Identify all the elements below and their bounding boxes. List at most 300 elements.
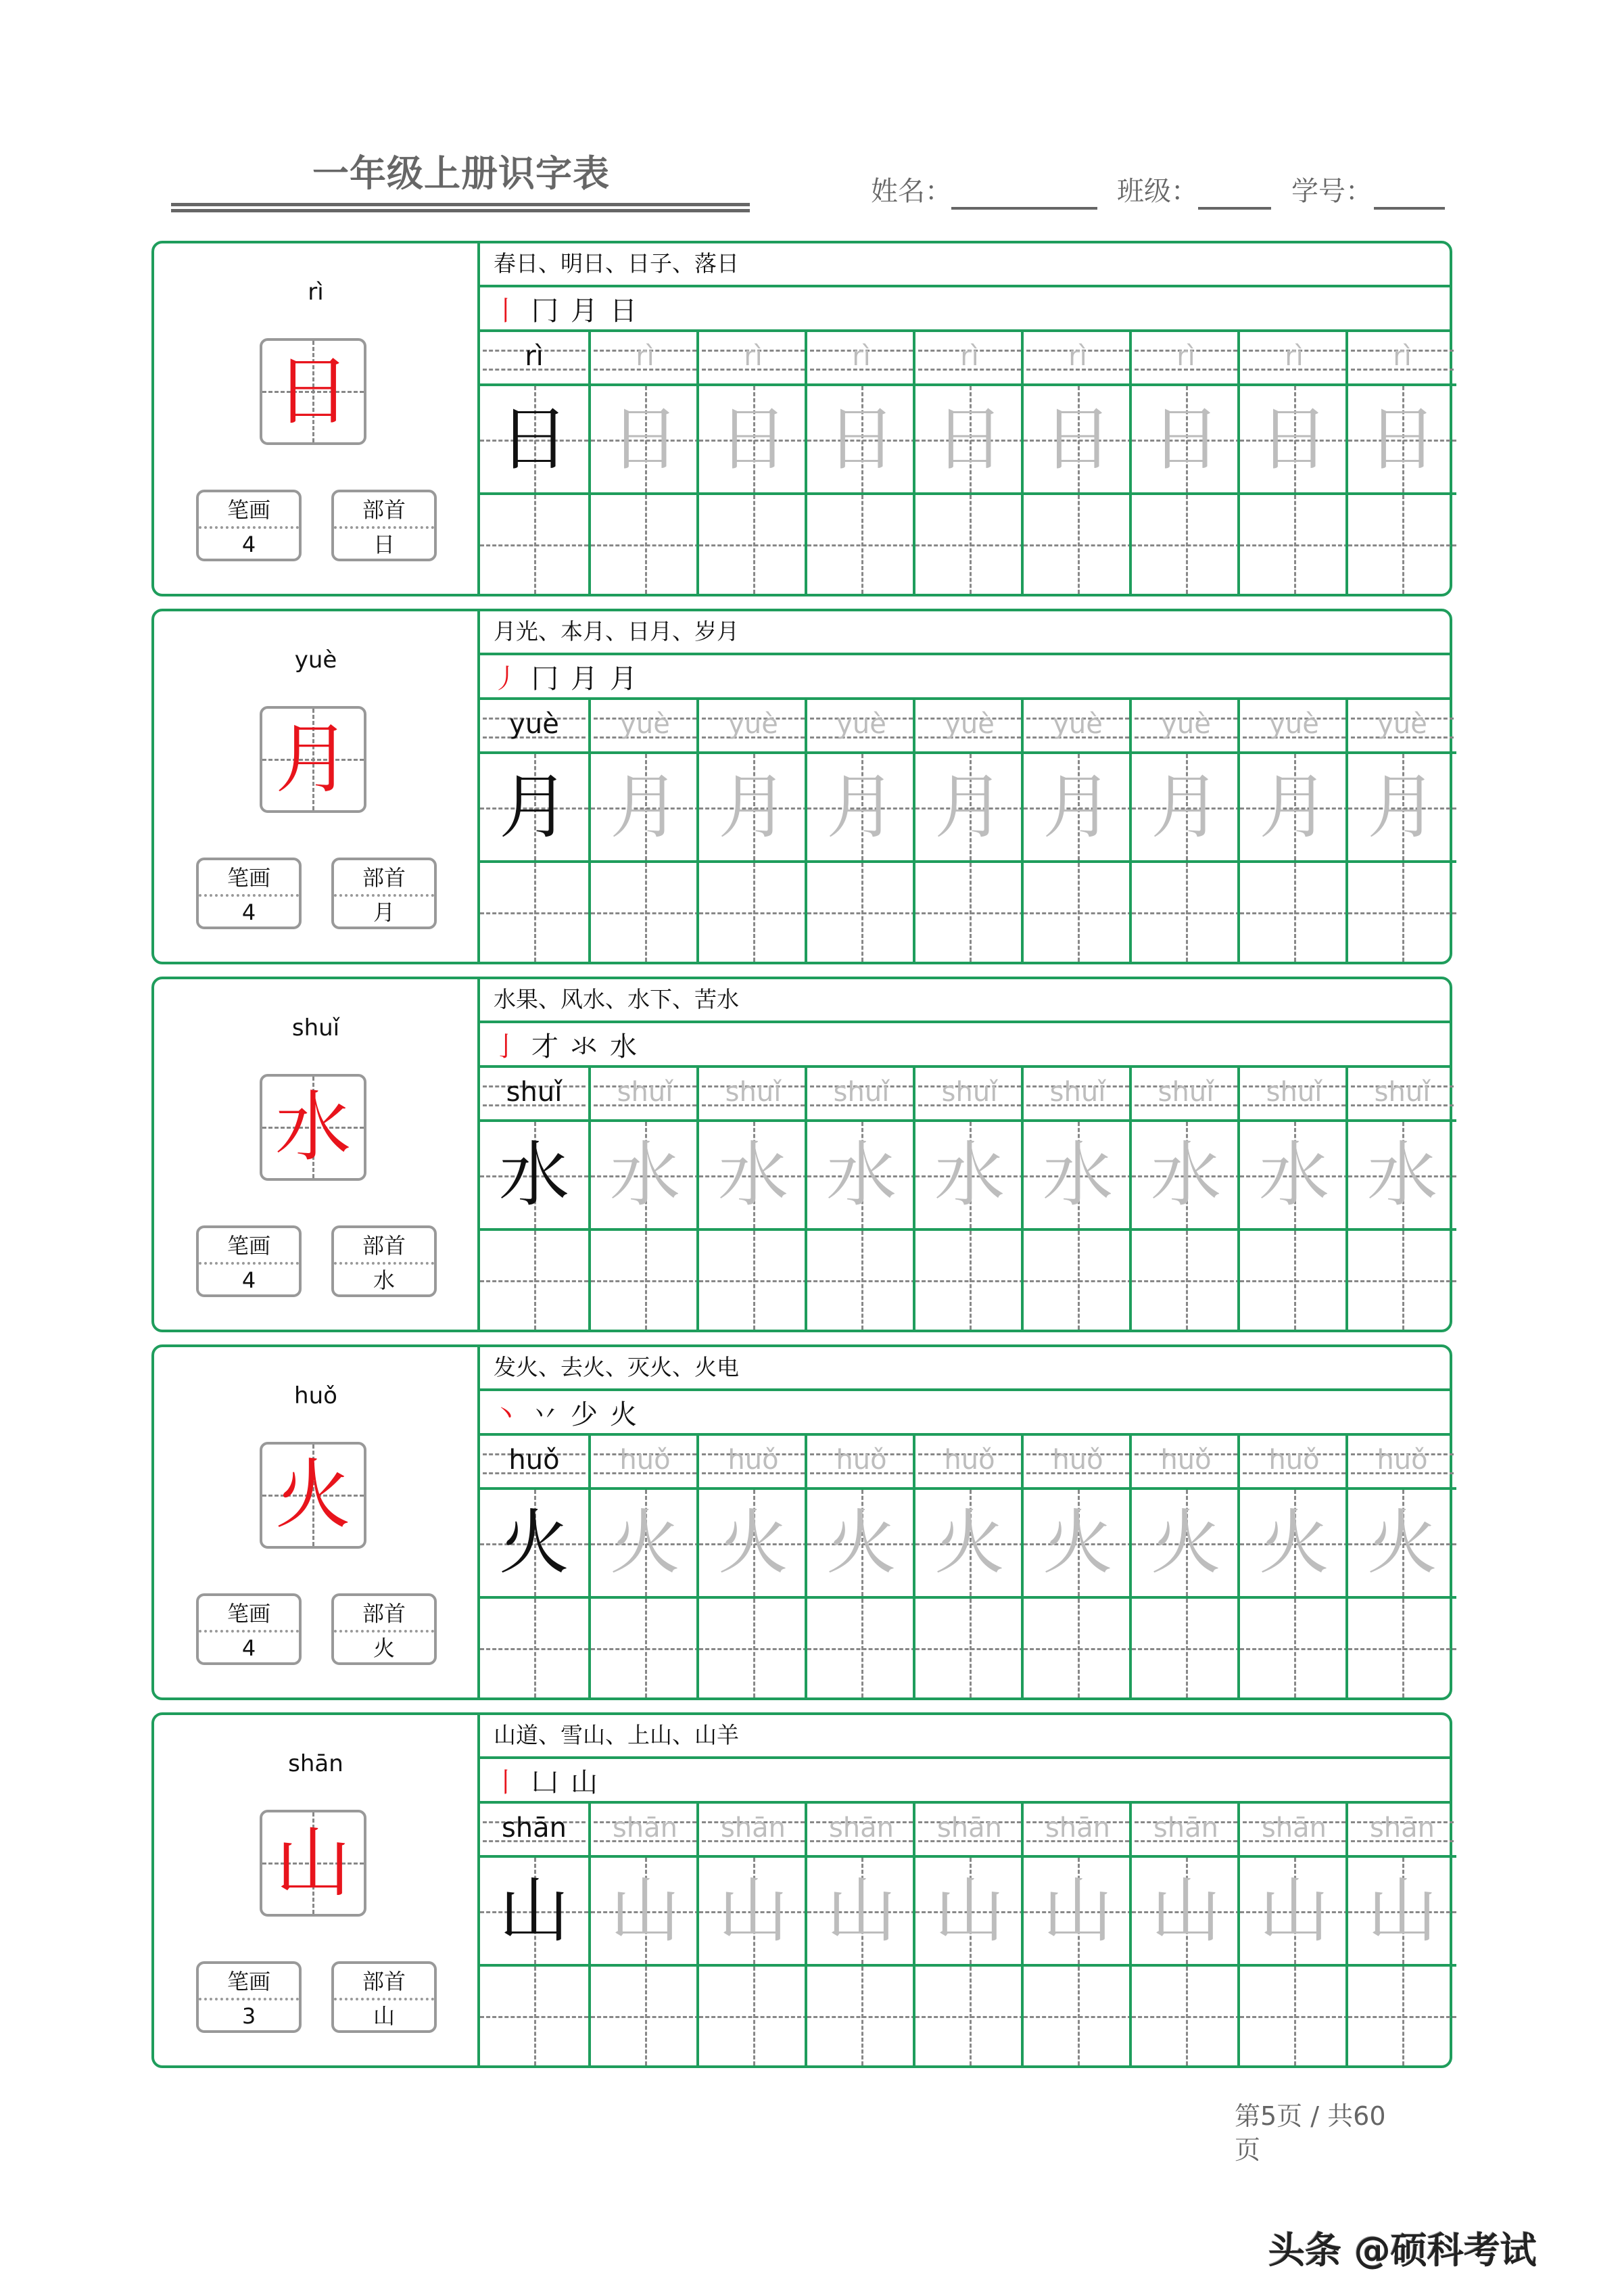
class-field[interactable] bbox=[1198, 207, 1271, 210]
blank-practice-cell[interactable] bbox=[1132, 863, 1240, 962]
character-sample: 日 bbox=[498, 398, 569, 480]
pinyin-cell[interactable] bbox=[591, 332, 699, 386]
phrase-list: 山道、雪山、上山、山羊 bbox=[480, 1715, 1450, 1759]
character-cell[interactable] bbox=[591, 386, 699, 495]
name-field[interactable] bbox=[951, 207, 1097, 210]
guide-line-horizontal bbox=[1240, 2016, 1348, 2018]
character-sample: 月 bbox=[498, 766, 569, 848]
pinyin-cell[interactable] bbox=[1024, 1436, 1132, 1490]
character-cell[interactable] bbox=[591, 1122, 699, 1231]
blank-practice-cell[interactable] bbox=[1132, 495, 1240, 594]
page-number: 第5页 / 共60页 bbox=[1235, 2101, 1386, 2165]
pinyin-trace: shuǐ bbox=[833, 1077, 890, 1108]
writing-grid bbox=[480, 1804, 1450, 2065]
pinyin-trace: yuè bbox=[1161, 709, 1211, 740]
character-pinyin: shān bbox=[288, 1750, 343, 1777]
stroke-count-label: 笔画 bbox=[199, 860, 299, 897]
pinyin-cell[interactable] bbox=[591, 1068, 699, 1122]
character-cell[interactable] bbox=[480, 386, 588, 495]
guide-line-horizontal bbox=[807, 1648, 915, 1650]
character-trace: 日 bbox=[1042, 398, 1113, 480]
practice-panel bbox=[480, 243, 1450, 594]
character-cell[interactable] bbox=[1024, 1122, 1132, 1231]
grid-column bbox=[480, 1436, 588, 1697]
stroke-order-row bbox=[480, 287, 1450, 332]
pinyin-cell[interactable] bbox=[480, 1804, 588, 1858]
pinyin-cell[interactable] bbox=[915, 1068, 1024, 1122]
pinyin-cell[interactable] bbox=[699, 1068, 807, 1122]
guide-line-horizontal bbox=[1132, 544, 1240, 546]
guide-line-horizontal bbox=[699, 2016, 807, 2018]
character-cell[interactable] bbox=[480, 754, 588, 863]
character-display-box bbox=[260, 338, 366, 445]
character-card-0 bbox=[151, 241, 1452, 596]
stroke-count-box bbox=[196, 858, 302, 929]
character-trace: 火 bbox=[934, 1501, 1005, 1584]
pinyin-sample: rì bbox=[525, 341, 544, 372]
guide-line-horizontal bbox=[1132, 1648, 1240, 1650]
character-trace: 山 bbox=[826, 1869, 897, 1952]
pinyin-cell[interactable] bbox=[1348, 1068, 1456, 1122]
character-glyph: 火 bbox=[275, 1451, 351, 1539]
character-trace: 山 bbox=[1366, 1869, 1437, 1952]
pinyin-cell[interactable] bbox=[1132, 1804, 1240, 1858]
blank-practice-cell[interactable] bbox=[480, 1599, 588, 1697]
pinyin-trace: shān bbox=[828, 1812, 895, 1844]
grid-column bbox=[588, 1804, 699, 2065]
writing-grid bbox=[480, 1068, 1450, 1330]
blank-practice-cell[interactable] bbox=[699, 863, 807, 962]
grid-column bbox=[696, 1804, 807, 2065]
guide-line-horizontal bbox=[699, 1280, 807, 1282]
pinyin-cell[interactable] bbox=[1240, 1804, 1348, 1858]
guide-line-horizontal bbox=[1240, 544, 1348, 546]
character-cell[interactable] bbox=[1240, 386, 1348, 495]
stroke-count-value: 4 bbox=[241, 1635, 256, 1661]
character-display-box bbox=[260, 1810, 366, 1917]
character-sample: 水 bbox=[498, 1133, 569, 1216]
radical-label: 部首 bbox=[334, 1964, 434, 2000]
stroke-step: 冂 bbox=[531, 663, 558, 695]
pinyin-trace: shuǐ bbox=[941, 1077, 998, 1108]
grid-column bbox=[1021, 700, 1132, 962]
pinyin-cell[interactable] bbox=[1132, 700, 1240, 754]
pinyin-cell[interactable] bbox=[807, 1068, 915, 1122]
grid-column bbox=[696, 1068, 807, 1330]
grid-column bbox=[480, 1068, 588, 1330]
pinyin-trace: huǒ bbox=[619, 1445, 671, 1476]
practice-panel bbox=[480, 1347, 1450, 1697]
character-pinyin: shuǐ bbox=[291, 1014, 340, 1041]
guide-line-horizontal bbox=[699, 544, 807, 546]
character-trace: 山 bbox=[1258, 1869, 1329, 1952]
blank-practice-cell[interactable] bbox=[1348, 495, 1456, 594]
guide-line-horizontal bbox=[699, 912, 807, 914]
grid-column bbox=[1129, 700, 1240, 962]
character-info-panel bbox=[154, 611, 480, 962]
character-cell[interactable] bbox=[807, 386, 915, 495]
guide-line-horizontal bbox=[1348, 1280, 1456, 1282]
radical-box bbox=[331, 1961, 437, 2033]
character-cell[interactable] bbox=[591, 1490, 699, 1599]
pinyin-sample: shuǐ bbox=[506, 1077, 563, 1108]
blank-practice-cell[interactable] bbox=[1240, 495, 1348, 594]
guide-line-horizontal bbox=[807, 544, 915, 546]
character-cell[interactable] bbox=[1348, 386, 1456, 495]
blank-practice-cell[interactable] bbox=[480, 1967, 588, 2065]
character-trace: 火 bbox=[609, 1501, 680, 1584]
blank-practice-cell[interactable] bbox=[699, 495, 807, 594]
pinyin-cell[interactable] bbox=[1348, 332, 1456, 386]
character-cell[interactable] bbox=[915, 754, 1024, 863]
grid-column bbox=[1021, 1068, 1132, 1330]
blank-practice-cell[interactable] bbox=[1132, 1967, 1240, 2065]
grid-column bbox=[1021, 332, 1132, 594]
blank-practice-cell[interactable] bbox=[1240, 1231, 1348, 1330]
blank-practice-cell[interactable] bbox=[591, 863, 699, 962]
pinyin-trace: rì bbox=[852, 341, 871, 372]
pinyin-cell[interactable] bbox=[1132, 332, 1240, 386]
blank-practice-cell[interactable] bbox=[699, 1599, 807, 1697]
grid-column bbox=[696, 332, 807, 594]
guide-line-horizontal bbox=[915, 2016, 1024, 2018]
character-cell[interactable] bbox=[915, 1122, 1024, 1231]
pinyin-cell[interactable] bbox=[699, 1804, 807, 1858]
guide-line-horizontal bbox=[1132, 2016, 1240, 2018]
character-trace: 月 bbox=[717, 766, 788, 848]
blank-practice-cell[interactable] bbox=[699, 1967, 807, 2065]
pinyin-trace: shān bbox=[612, 1812, 678, 1844]
character-cell[interactable] bbox=[699, 1490, 807, 1599]
pinyin-cell[interactable] bbox=[699, 332, 807, 386]
character-cell[interactable] bbox=[807, 1490, 915, 1599]
radical-box bbox=[331, 1225, 437, 1297]
grid-column bbox=[1237, 1068, 1348, 1330]
blank-practice-cell[interactable] bbox=[1024, 495, 1132, 594]
stroke-step: 丿 bbox=[492, 663, 519, 695]
blank-practice-cell[interactable] bbox=[699, 1231, 807, 1330]
pinyin-sample: yuè bbox=[509, 709, 559, 740]
stroke-count-value: 4 bbox=[241, 532, 256, 557]
pinyin-trace: huǒ bbox=[1052, 1445, 1103, 1476]
character-cell[interactable] bbox=[807, 1122, 915, 1231]
character-cell[interactable] bbox=[1024, 386, 1132, 495]
pinyin-trace: shuǐ bbox=[1158, 1077, 1214, 1108]
blank-practice-cell[interactable] bbox=[1240, 1599, 1348, 1697]
grid-column bbox=[1237, 332, 1348, 594]
blank-practice-cell[interactable] bbox=[1132, 1599, 1240, 1697]
character-card-1 bbox=[151, 609, 1452, 964]
character-sample: 火 bbox=[498, 1501, 569, 1584]
pinyin-cell[interactable] bbox=[480, 332, 588, 386]
pinyin-trace: yuè bbox=[620, 709, 670, 740]
character-cell[interactable] bbox=[915, 1490, 1024, 1599]
blank-practice-cell[interactable] bbox=[1024, 863, 1132, 962]
blank-practice-cell[interactable] bbox=[1348, 863, 1456, 962]
character-cell[interactable] bbox=[915, 386, 1024, 495]
stroke-count-value: 3 bbox=[241, 2003, 256, 2029]
character-cell[interactable] bbox=[1024, 754, 1132, 863]
student-id-field[interactable] bbox=[1374, 207, 1445, 210]
grid-column bbox=[588, 700, 699, 962]
pinyin-cell[interactable] bbox=[915, 332, 1024, 386]
pinyin-cell[interactable] bbox=[807, 1804, 915, 1858]
character-trace: 火 bbox=[1258, 1501, 1329, 1584]
pinyin-cell[interactable] bbox=[1024, 332, 1132, 386]
stroke-step: 月 bbox=[571, 663, 598, 695]
character-cell[interactable] bbox=[1132, 1858, 1240, 1967]
blank-practice-cell[interactable] bbox=[915, 1967, 1024, 2065]
pinyin-cell[interactable] bbox=[591, 1436, 699, 1490]
character-trace: 月 bbox=[1150, 766, 1221, 848]
grid-column bbox=[1345, 1068, 1456, 1330]
blank-practice-cell[interactable] bbox=[1132, 1231, 1240, 1330]
pinyin-cell[interactable] bbox=[1240, 700, 1348, 754]
character-cell[interactable] bbox=[591, 754, 699, 863]
character-cell[interactable] bbox=[480, 1858, 588, 1967]
pinyin-cell[interactable] bbox=[807, 332, 915, 386]
grid-column bbox=[588, 1436, 699, 1697]
pinyin-cell[interactable] bbox=[1240, 332, 1348, 386]
character-cell[interactable] bbox=[807, 1858, 915, 1967]
character-cell[interactable] bbox=[1348, 1490, 1456, 1599]
character-trace: 月 bbox=[1366, 766, 1437, 848]
blank-practice-cell[interactable] bbox=[591, 1967, 699, 2065]
blank-practice-cell[interactable] bbox=[1240, 1967, 1348, 2065]
radical-value: 水 bbox=[373, 1267, 395, 1293]
pinyin-cell[interactable] bbox=[480, 700, 588, 754]
character-cell[interactable] bbox=[1348, 1858, 1456, 1967]
grid-column bbox=[1129, 332, 1240, 594]
grid-column bbox=[1129, 1804, 1240, 2065]
pinyin-cell[interactable] bbox=[1132, 1436, 1240, 1490]
character-trace: 日 bbox=[1150, 398, 1221, 480]
page-title: 一年级上册识字表 bbox=[312, 152, 610, 195]
pinyin-cell[interactable] bbox=[699, 700, 807, 754]
pinyin-cell[interactable] bbox=[699, 1436, 807, 1490]
pinyin-cell[interactable] bbox=[1024, 700, 1132, 754]
character-display-box bbox=[260, 706, 366, 813]
character-pinyin: yuè bbox=[294, 647, 337, 674]
grid-column bbox=[588, 1068, 699, 1330]
character-pinyin: rì bbox=[308, 279, 324, 306]
pinyin-trace: rì bbox=[636, 341, 654, 372]
blank-practice-cell[interactable] bbox=[480, 1231, 588, 1330]
character-cell[interactable] bbox=[1132, 754, 1240, 863]
blank-practice-cell[interactable] bbox=[591, 1231, 699, 1330]
character-trace: 月 bbox=[1042, 766, 1113, 848]
character-trace: 水 bbox=[1042, 1133, 1113, 1216]
grid-column bbox=[913, 1068, 1024, 1330]
character-trace: 火 bbox=[717, 1501, 788, 1584]
character-cell[interactable] bbox=[1348, 754, 1456, 863]
pinyin-cell[interactable] bbox=[915, 1436, 1024, 1490]
pinyin-cell[interactable] bbox=[480, 1436, 588, 1490]
character-trace: 日 bbox=[826, 398, 897, 480]
character-trace: 水 bbox=[826, 1133, 897, 1216]
character-trace: 山 bbox=[609, 1869, 680, 1952]
pinyin-cell[interactable] bbox=[915, 700, 1024, 754]
character-cell[interactable] bbox=[1240, 754, 1348, 863]
pinyin-trace: shān bbox=[1045, 1812, 1111, 1844]
grid-column bbox=[913, 332, 1024, 594]
stroke-step: 才 bbox=[531, 1031, 558, 1062]
pinyin-trace: yuè bbox=[728, 709, 778, 740]
pinyin-trace: rì bbox=[1285, 341, 1304, 372]
character-display-box bbox=[260, 1442, 366, 1549]
grid-column bbox=[1021, 1436, 1132, 1697]
blank-practice-cell[interactable] bbox=[915, 1599, 1024, 1697]
guide-line-horizontal bbox=[480, 912, 588, 914]
character-cell[interactable] bbox=[1240, 1122, 1348, 1231]
blank-practice-cell[interactable] bbox=[915, 495, 1024, 594]
radical-label: 部首 bbox=[334, 860, 434, 897]
guide-line-horizontal bbox=[1348, 1648, 1456, 1650]
blank-practice-cell[interactable] bbox=[1024, 1599, 1132, 1697]
pinyin-trace: rì bbox=[744, 341, 763, 372]
phrase-list: 发火、去火、灭火、火电 bbox=[480, 1347, 1450, 1391]
character-cell[interactable] bbox=[807, 754, 915, 863]
blank-practice-cell[interactable] bbox=[807, 1599, 915, 1697]
character-cell[interactable] bbox=[699, 754, 807, 863]
character-info-panel bbox=[154, 979, 480, 1330]
guide-line-horizontal bbox=[480, 1648, 588, 1650]
writing-grid bbox=[480, 1436, 1450, 1697]
guide-line-horizontal bbox=[591, 1280, 699, 1282]
radical-box bbox=[331, 858, 437, 929]
character-glyph: 水 bbox=[275, 1083, 351, 1171]
character-cell[interactable] bbox=[699, 1122, 807, 1231]
stroke-count-label: 笔画 bbox=[199, 492, 299, 529]
pinyin-cell[interactable] bbox=[1240, 1068, 1348, 1122]
pinyin-cell[interactable] bbox=[1132, 1068, 1240, 1122]
character-sample: 山 bbox=[498, 1869, 569, 1952]
grid-column bbox=[696, 1436, 807, 1697]
guide-line-horizontal bbox=[1348, 912, 1456, 914]
character-cell[interactable] bbox=[1132, 1490, 1240, 1599]
pinyin-cell[interactable] bbox=[807, 1436, 915, 1490]
guide-line-horizontal bbox=[591, 2016, 699, 2018]
character-trace: 山 bbox=[717, 1869, 788, 1952]
pinyin-cell[interactable] bbox=[591, 1804, 699, 1858]
blank-practice-cell[interactable] bbox=[1348, 1599, 1456, 1697]
stroke-step: 冂 bbox=[531, 295, 558, 327]
character-trace: 山 bbox=[1150, 1869, 1221, 1952]
pinyin-trace: rì bbox=[1068, 341, 1087, 372]
guide-line-horizontal bbox=[915, 912, 1024, 914]
pinyin-cell[interactable] bbox=[1348, 1436, 1456, 1490]
blank-practice-cell[interactable] bbox=[1240, 863, 1348, 962]
stroke-count-box bbox=[196, 1225, 302, 1297]
pinyin-cell[interactable] bbox=[1024, 1804, 1132, 1858]
character-cell[interactable] bbox=[1240, 1858, 1348, 1967]
pinyin-cell[interactable] bbox=[480, 1068, 588, 1122]
grid-column bbox=[1129, 1068, 1240, 1330]
character-cell[interactable] bbox=[1024, 1490, 1132, 1599]
blank-practice-cell[interactable] bbox=[807, 495, 915, 594]
phrase-list: 月光、本月、日月、岁月 bbox=[480, 611, 1450, 655]
character-cell[interactable] bbox=[480, 1122, 588, 1231]
radical-value: 山 bbox=[373, 2003, 395, 2029]
blank-practice-cell[interactable] bbox=[591, 495, 699, 594]
blank-practice-cell[interactable] bbox=[915, 1231, 1024, 1330]
guide-line-horizontal bbox=[1240, 1648, 1348, 1650]
blank-practice-cell[interactable] bbox=[1348, 1231, 1456, 1330]
character-cell[interactable] bbox=[1132, 386, 1240, 495]
character-cell[interactable] bbox=[699, 386, 807, 495]
practice-panel bbox=[480, 1715, 1450, 2065]
pinyin-cell[interactable] bbox=[1348, 1804, 1456, 1858]
guide-line-horizontal bbox=[915, 1280, 1024, 1282]
pinyin-trace: yuè bbox=[1377, 709, 1427, 740]
blank-practice-cell[interactable] bbox=[591, 1599, 699, 1697]
character-cell[interactable] bbox=[915, 1858, 1024, 1967]
stroke-step: 山 bbox=[571, 1766, 598, 1798]
blank-practice-cell[interactable] bbox=[807, 1967, 915, 2065]
radical-box bbox=[331, 1593, 437, 1665]
guide-line-horizontal bbox=[1024, 2016, 1132, 2018]
blank-practice-cell[interactable] bbox=[915, 863, 1024, 962]
blank-practice-cell[interactable] bbox=[807, 1231, 915, 1330]
guide-line-horizontal bbox=[1240, 1280, 1348, 1282]
grid-column bbox=[480, 332, 588, 594]
guide-line-horizontal bbox=[1132, 1280, 1240, 1282]
radical-box bbox=[331, 490, 437, 561]
character-trace: 水 bbox=[934, 1133, 1005, 1216]
pinyin-cell[interactable] bbox=[807, 700, 915, 754]
pinyin-trace: shān bbox=[1261, 1812, 1327, 1844]
character-trace: 水 bbox=[609, 1133, 680, 1216]
guide-line-horizontal bbox=[915, 544, 1024, 546]
grid-column bbox=[913, 1436, 1024, 1697]
character-cell[interactable] bbox=[480, 1490, 588, 1599]
pinyin-trace: shuǐ bbox=[725, 1077, 782, 1108]
guide-line-horizontal bbox=[480, 2016, 588, 2018]
stroke-count-value: 4 bbox=[241, 899, 256, 925]
stroke-step: 丷 bbox=[531, 1399, 558, 1430]
pinyin-cell[interactable] bbox=[915, 1804, 1024, 1858]
character-cell[interactable] bbox=[1132, 1122, 1240, 1231]
character-cell[interactable] bbox=[1348, 1122, 1456, 1231]
blank-practice-cell[interactable] bbox=[807, 863, 915, 962]
pinyin-trace: huǒ bbox=[1160, 1445, 1212, 1476]
character-trace: 水 bbox=[717, 1133, 788, 1216]
pinyin-cell[interactable] bbox=[1240, 1436, 1348, 1490]
character-cell[interactable] bbox=[591, 1858, 699, 1967]
practice-panel bbox=[480, 611, 1450, 962]
blank-practice-cell[interactable] bbox=[480, 495, 588, 594]
character-cell[interactable] bbox=[699, 1858, 807, 1967]
blank-practice-cell[interactable] bbox=[1024, 1967, 1132, 2065]
character-glyph: 日 bbox=[275, 348, 351, 436]
guide-line-horizontal bbox=[480, 1280, 588, 1282]
writing-grid bbox=[480, 332, 1450, 594]
pinyin-cell[interactable] bbox=[591, 700, 699, 754]
pinyin-trace: shān bbox=[936, 1812, 1003, 1844]
blank-practice-cell[interactable] bbox=[480, 863, 588, 962]
pinyin-cell[interactable] bbox=[1024, 1068, 1132, 1122]
character-cell[interactable] bbox=[1024, 1858, 1132, 1967]
character-cell[interactable] bbox=[1240, 1490, 1348, 1599]
grid-column bbox=[913, 700, 1024, 962]
phrase-list: 水果、风水、水下、苦水 bbox=[480, 979, 1450, 1023]
blank-practice-cell[interactable] bbox=[1024, 1231, 1132, 1330]
grid-column bbox=[1345, 1436, 1456, 1697]
stroke-order-row bbox=[480, 655, 1450, 700]
class-label: 班级： bbox=[1117, 176, 1198, 207]
blank-practice-cell[interactable] bbox=[1348, 1967, 1456, 2065]
pinyin-cell[interactable] bbox=[1348, 700, 1456, 754]
